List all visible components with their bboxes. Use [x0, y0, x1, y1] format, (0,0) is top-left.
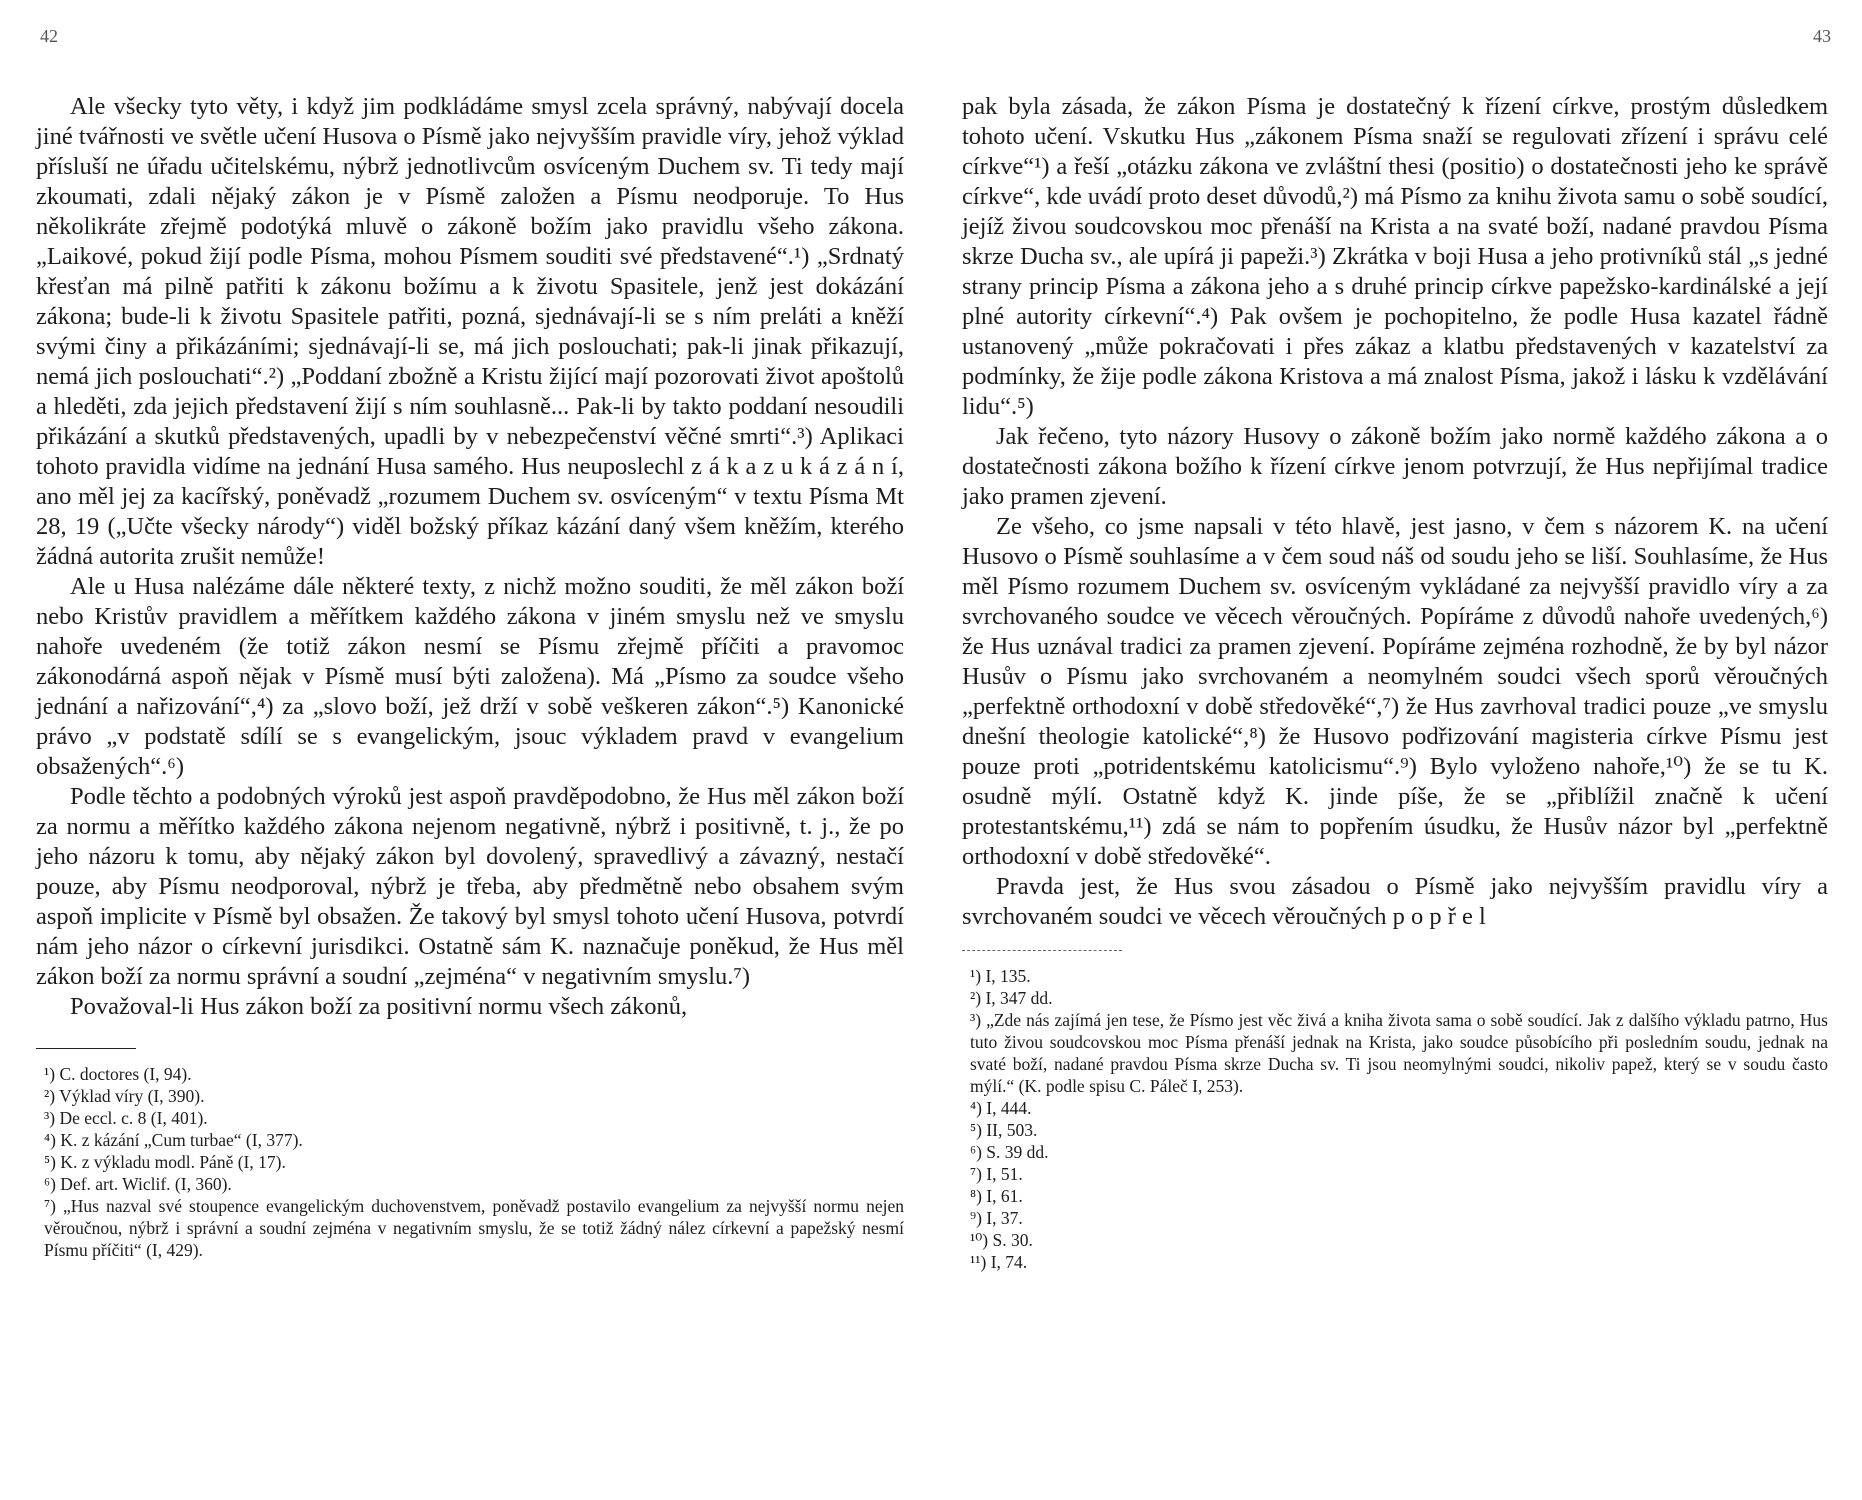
paragraph: Jak řečeno, tyto názory Husovy o zákoně božím jako normě každého zákona a o dostatečnosti zákona božího k řízení církve jenom potvrzují, že Hus nepřijímal tradice jako pramen zjevení. [962, 423, 1828, 510]
footnote: ⁹) I, 37. [970, 1208, 1023, 1228]
paragraph: Ze všeho, co jsme napsali v této hlavě, jest jasno, v čem s názorem K. na učení Husovo o Písmě souhlasíme a v čem soud náš od soudu jeho se liší. Souhlasíme, že Hus měl Písmo rozumem Duchem sv. osvíceným vykládané za nejvyšší pravidlo víry a za svrchovaného soudce ve věcech věroučných. Popíráme z důvodů nahoře uvedených,⁶) že Hus uznával tradici za pramen zjevení. Popíráme zejména rozhodně, že by byl názor Husův o Písmu jako svrchovaném a neomylném soudci všech sporů věroučných „perfektně orthodoxní v době středověké“,⁷) že Hus zavrhoval tradici pouze „ve smyslu dnešní theologie katolické“,⁸) že Husovo podřizování magisteria církve Písmu jest pouze proti „potridentskému katolicismu“.⁹) Bylo vyloženo nahoře,¹⁰) že se tu K. osudně mýlí. Ostatně když K. jinde píše, že se „přiblížil značně k učení protestantskému,¹¹) zdá se nám to popřením úsudku, že Husův názor byl „perfektně orthodoxní v době středověké“. [962, 513, 1828, 870]
footnote: ⁶) S. 39 dd. [970, 1142, 1049, 1162]
page-number-left: 42 [40, 26, 58, 46]
right-page-column [962, 92, 1828, 1273]
footnote: ¹) C. doctores (I, 94). [44, 1064, 192, 1084]
footnote-separator [36, 1048, 136, 1049]
left-footnotes [36, 1063, 904, 1261]
footnote: ⁴) I, 444. [970, 1098, 1032, 1118]
right-footnotes [962, 965, 1828, 1273]
footnote: ²) I, 347 dd. [970, 988, 1053, 1008]
footnote-separator [962, 950, 1122, 951]
footnote: ³) De eccl. c. 8 (I, 401). [44, 1108, 208, 1128]
footnote: ⁵) K. z výkladu modl. Páně (I, 17). [44, 1152, 286, 1172]
footnote: ⁷) I, 51. [970, 1164, 1023, 1184]
footnote: ⁷) „Hus nazval své stoupence evangelickým duchovenstvem, poněvadž postavilo evangelium za nejvyšší normu nejen věroučnou, nýbrž i správní a soudní zejména v negativním smyslu, že se totiž žádný nález církevní a papežský nesmí Písmu příčiti“ (I, 429). [44, 1196, 904, 1260]
footnote: ⁴) K. z kázání „Cum turbae“ (I, 377). [44, 1130, 303, 1150]
right-body-text [962, 92, 1828, 932]
paragraph: pak byla zásada, že zákon Písma je dostatečný k řízení církve, prostým důsledkem tohoto učení. Vskutku Hus „zákonem Písma snaží se regulovati zřízení i správu celé církve“¹) a řeší „otázku zákona ve zvláštní thesi (positio) o dostatečnosti jeho ke správě církve“, kde uvádí proto deset důvodů,²) má Písmo za knihu života samu o sobě soudící, jejíž živou soudcovskou moc přenáší na Krista a na svaté boží, nadané pravdou Písma skrze Ducha sv., ale upírá ji papeži.³) Zkrátka v boji Husa a jeho protivníků stál „s jedné strany princip Písma a zákona jeho a s druhé princip církve papežsko-kardinálské a její plné autority církevní“.⁴) Pak ovšem je pochopitelno, že podle Husa kazatel řádně ustanovený „může pokračovati i přes zákaz a klatbu představených v kazatelství za podmínky, že žije podle zákona Kristova a má znalost Písma, jakož i lásku k vzdělávání lidu“.⁵) [962, 93, 1828, 420]
page-number-right: 43 [1813, 26, 1831, 46]
footnote: ²) Výklad víry (I, 390). [44, 1086, 205, 1106]
footnote: ⁶) Def. art. Wiclif. (I, 360). [44, 1174, 232, 1194]
footnote: ⁵) II, 503. [970, 1120, 1038, 1140]
left-page-column [36, 92, 904, 1261]
footnote: ³) „Zde nás zajímá jen tese, že Písmo jest věc živá a kniha života sama o sobě soudící. Jak z dalšího výkladu patrno, Hus tuto živou soudcovskou moc Písma přenáší jednak na Krista, jako soudce působícího při posledním soudu, jednak na svaté boží, nadané pravdou Písma skrze Ducha sv. Ti jsou neomylnými soudci, nikoliv papež, který se v soudu často mýlí.“ (K. podle spisu C. Páleč I, 253). [970, 1010, 1828, 1096]
paragraph: Ale u Husa nalézáme dále některé texty, z nichž možno souditi, že měl zákon boží nebo Kristův pravidlem a měřítkem každého zákona v jiném smyslu než ve smyslu nahoře uvedeném (že totiž zákon nesmí se Písmu zřejmě příčiti a pravomoc zákonodárná aspoň nějak v Písmě musí býti založena). Má „Písmo za soudce všeho jednání a nařizování“,⁴) za „slovo boží, jež drží v sobě veškeren zákon“.⁵) Kanonické právo „v podstatě sdílí se s evangelickým, jsouc výkladem pravd v evangelium obsažených“.⁶) [36, 573, 904, 780]
paragraph: Ale všecky tyto věty, i když jim podkládáme smysl zcela správný, nabývají docela jiné tvářnosti ve světle učení Husova o Písmě jako nejvyšším pravidle víry, jehož výklad přísluší ne úřadu učitelskému, nýbrž jednotlivcům osvíceným Duchem sv. Ti tedy mají zkoumati, zdali nějaký zákon je v Písmě založen a Písmu neodporuje. To Hus několikráte zřejmě podotýká mluvě o zákoně božím jako pravidlu všeho zákona. „Laikové, pokud žijí podle Písma, mohou Písmem souditi své představené“.¹) „Srdnatý křesťan má pilně patřiti k zákonu božímu a k životu Spasitele, jenž jest dokázání zákona; bude-li k životu Spasitele patřiti, pozná, sjednávají-li se s ním preláti a kněží svými činy a přikázáními; sjednávají-li se, má jich poslouchati; pak-li jinak přikazují, nemá jich poslouchati“.²) „Poddaní zbožně a Kristu žijící mají pozorovati život apoštolů a hleděti, zda jejich představení žijí s ním souhlasně... Pak-li by takto poddaní nesoudili přikázání a skutků představených, upadli by v nebezpečenství věčné smrti“.³) Aplikaci tohoto pravidla vidíme na jednání Husa samého. Hus neuposlechl z á k a z u k á z á n í, ano měl jej za kacířský, poněvadž „rozumem Duchem sv. osvíceným“ v textu Písma Mt 28, 19 („Učte všecky národy“) viděl božský příkaz kázání daný všem kněžím, kterého žádná autorita zrušit nemůže! [36, 93, 904, 570]
footnote: ⁸) I, 61. [970, 1186, 1023, 1206]
footnote: ¹¹) I, 74. [970, 1252, 1028, 1272]
left-body-text [36, 92, 904, 1022]
footnote: ¹) I, 135. [970, 966, 1031, 986]
paragraph: Považoval-li Hus zákon boží za positivní normu všech zákonů, [70, 993, 688, 1020]
paragraph: Pravda jest, že Hus svou zásadou o Písmě jako nejvyšším pravidlu víry a svrchovaném soudci ve věcech věroučných p o p ř e l [962, 873, 1828, 930]
paragraph: Podle těchto a podobných výroků jest aspoň pravděpodobno, že Hus měl zákon boží za normu a měřítko každého zákona nejenom negativně, nýbrž i positivně, t. j., že po jeho názoru k tomu, aby nějaký zákon byl dovolený, spravedlivý a závazný, nestačí pouze, aby Písmu neodporoval, nýbrž je třeba, aby předmětně nebo obsahem svým aspoň implicite v Písmě byl obsažen. Že takový byl smysl tohoto učení Husova, potvrdí nám jeho názor o církevní jurisdikci. Ostatně sám K. naznačuje poněkud, že Hus měl zákon boží za normu správní a soudní „zejména“ v negativním smyslu.⁷) [36, 783, 904, 990]
footnote: ¹⁰) S. 30. [970, 1230, 1033, 1250]
